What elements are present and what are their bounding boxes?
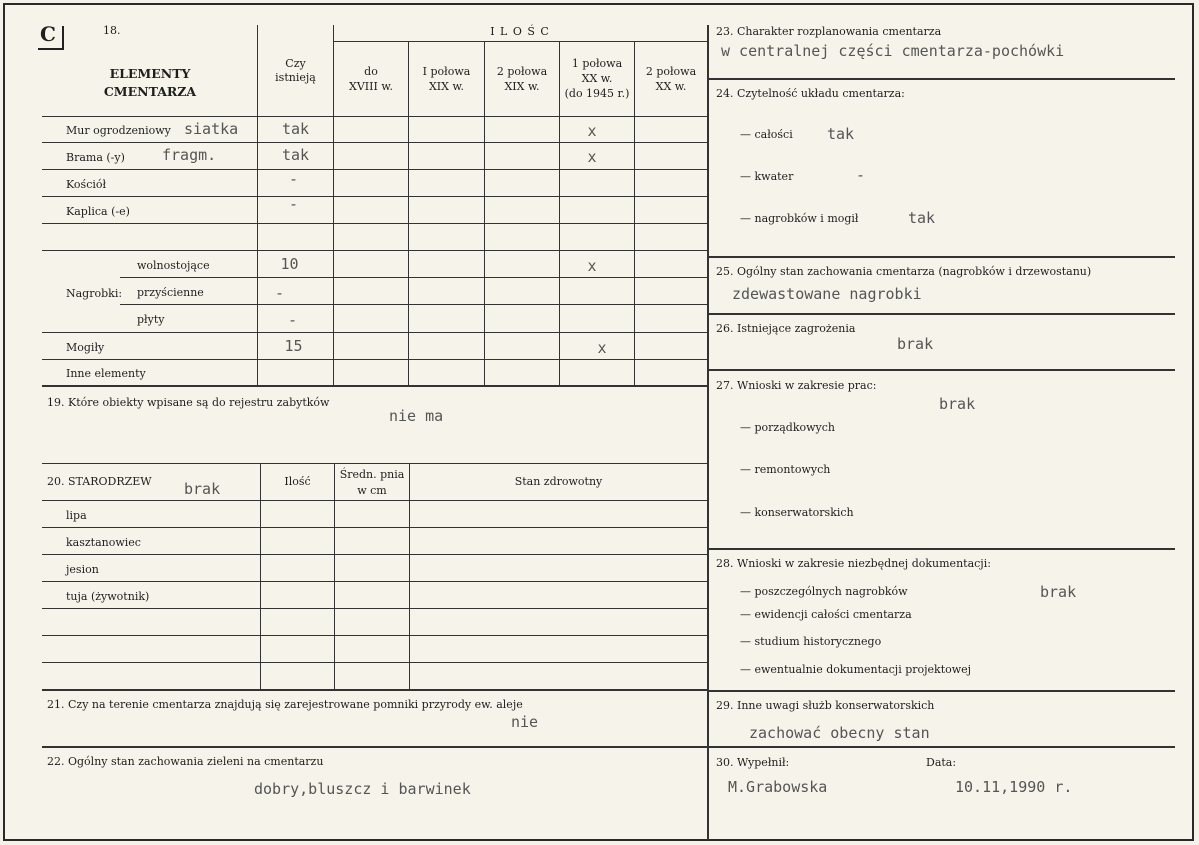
tree-row: tuja (żywotnik) xyxy=(66,590,150,603)
section-line xyxy=(708,369,1175,371)
row-exists-chapel: - xyxy=(288,195,299,213)
period-header: 2 połowa xyxy=(496,65,548,78)
table-line xyxy=(333,41,707,42)
works-item: — porządkowych xyxy=(740,421,835,434)
table-line xyxy=(120,277,707,278)
table-line xyxy=(333,25,334,385)
table-line xyxy=(42,332,707,333)
section-19-label: 19. Które obiekty wpisane są do rejestru zabytków xyxy=(47,396,330,409)
form-type-mark: C xyxy=(40,22,56,46)
table-line xyxy=(634,42,635,385)
period-header: XX w. xyxy=(655,80,687,93)
readability-item-value: tak xyxy=(827,125,855,143)
period-header: XIX w. xyxy=(428,80,465,93)
table-line xyxy=(42,250,707,251)
elements-title-line2: CMENTARZA xyxy=(103,84,197,99)
period-header: I połowa xyxy=(422,65,471,78)
period-header: XX w. xyxy=(581,72,613,85)
table-line xyxy=(42,169,707,170)
row-label-slabs: płyty xyxy=(137,313,165,326)
readability-item-label: — nagrobków i mogił xyxy=(740,212,859,225)
column-divider xyxy=(707,25,709,840)
readability-item-label: — całości xyxy=(740,128,793,141)
table-line xyxy=(42,527,707,528)
table-line xyxy=(42,359,707,360)
table-line xyxy=(42,662,707,663)
section-20-label: 20. STARODRZEW xyxy=(47,475,152,488)
section-25-value: zdewastowane nagrobki xyxy=(732,285,922,303)
table-line xyxy=(484,42,485,385)
section-line xyxy=(42,385,707,387)
row-exists-wall: tak xyxy=(281,120,310,138)
section-20-value: brak xyxy=(184,480,221,498)
section-26-label: 26. Istniejące zagrożenia xyxy=(716,322,856,335)
table-line xyxy=(42,116,707,117)
table-line xyxy=(42,500,707,501)
section-18-number: 18. xyxy=(103,24,121,37)
table-line xyxy=(42,554,707,555)
trees-col-diameter-unit: w cm xyxy=(357,484,387,497)
section-23-label: 23. Charakter rozplanowania cmentarza xyxy=(716,25,942,38)
table-line xyxy=(42,196,707,197)
period-header: do xyxy=(364,65,378,78)
row-label-graves: Mogiły xyxy=(66,341,105,354)
period-header: 2 połowa xyxy=(645,65,697,78)
row-exists-freestanding: 10 xyxy=(280,255,299,273)
section-line xyxy=(42,689,707,691)
works-item: — remontowych xyxy=(740,463,831,476)
tree-row: kasztanowiec xyxy=(66,536,141,549)
section-line xyxy=(42,746,707,748)
elements-title: ELEMENTY xyxy=(109,66,191,81)
row-note-wall: siatka xyxy=(184,120,239,138)
section-29-value: zachować obecny stan xyxy=(749,724,930,742)
tree-row: lipa xyxy=(66,509,87,522)
row-exists-wall-mounted: - xyxy=(275,284,285,302)
table-line xyxy=(120,304,707,305)
date-label: Data: xyxy=(926,756,957,769)
row-exists-church: - xyxy=(288,170,299,188)
period-header: XIX w. xyxy=(504,80,540,93)
row-mark-graves: x xyxy=(597,339,607,357)
period-header: 1 połowa xyxy=(571,57,623,70)
section-27-value: brak xyxy=(939,395,976,413)
row-mark-freestanding: x xyxy=(587,257,597,275)
section-25-label: 25. Ogólny stan zachowania cmentarza (nagrobków i drzewostanu) xyxy=(716,265,1092,278)
row-label-wall: Mur ogrodzeniowy xyxy=(66,124,171,137)
readability-item-label: — kwater xyxy=(740,170,794,183)
section-19-value: nie ma xyxy=(389,407,444,425)
row-label-other: Inne elementy xyxy=(66,367,146,380)
documentation-item: — ewentualnie dokumentacji projektowej xyxy=(740,663,972,676)
table-line xyxy=(409,463,410,690)
section-22-value: dobry,bluszcz i barwinek xyxy=(254,780,471,798)
documentation-item: — ewidencji całości cmentarza xyxy=(740,608,912,621)
row-label-chapel: Kaplica (-e) xyxy=(66,205,130,218)
table-line xyxy=(260,463,261,690)
filled-date: 10.11,1990 r. xyxy=(955,778,1073,796)
section-28-label: 28. Wnioski w zakresie niezbędnej dokumentacji: xyxy=(716,557,991,570)
works-item: — konserwatorskich xyxy=(740,506,854,519)
table-line xyxy=(42,463,707,464)
row-label-freestanding: wolnostojące xyxy=(137,259,210,272)
row-label-wall-mounted: przyścienne xyxy=(137,286,204,299)
table-line xyxy=(42,581,707,582)
exists-header: Czy xyxy=(285,57,306,70)
table-line xyxy=(42,608,707,609)
quantity-header: I L O Ś C xyxy=(490,25,550,38)
filled-by-name: M.Grabowska xyxy=(728,778,828,796)
trees-col-diameter: Średn. pnia xyxy=(339,468,405,481)
row-mark-wall: x xyxy=(587,122,597,140)
section-line xyxy=(708,313,1175,315)
table-line xyxy=(42,142,707,143)
row-label-gate: Brama (-y) xyxy=(66,151,125,164)
tombstones-label: Nagrobki: xyxy=(66,287,123,300)
section-24-label: 24. Czytelność układu cmentarza: xyxy=(716,87,905,100)
table-line xyxy=(408,42,409,385)
section-29-label: 29. Inne uwagi służb konserwatorskich xyxy=(716,699,935,712)
form-type-mark-bar xyxy=(62,26,64,50)
section-line xyxy=(708,78,1175,80)
section-30-label: 30. Wypełnił: xyxy=(716,756,790,769)
row-label-church: Kościół xyxy=(66,178,107,191)
trees-col-health: Stan zdrowotny xyxy=(514,475,603,488)
readability-item-value: - xyxy=(856,166,866,184)
section-line xyxy=(708,746,1175,748)
table-line xyxy=(42,635,707,636)
period-header: (do 1945 r.) xyxy=(564,87,630,100)
row-exists-slabs: - xyxy=(287,311,298,329)
trees-col-count: Ilość xyxy=(284,475,311,488)
documentation-item: — studium historycznego xyxy=(740,635,882,648)
section-27-label: 27. Wnioski w zakresie prac: xyxy=(716,379,877,392)
section-21-value: nie xyxy=(511,713,539,731)
period-header: XVIII w. xyxy=(349,80,393,93)
documentation-item: — poszczególnych nagrobków xyxy=(740,585,908,598)
readability-item-value: tak xyxy=(908,209,936,227)
table-line xyxy=(334,463,335,690)
section-line xyxy=(708,256,1175,258)
row-note-gate: fragm. xyxy=(162,146,217,164)
table-line xyxy=(42,223,707,224)
section-21-label: 21. Czy na terenie cmentarza znajdują się zarejestrowane pomniki przyrody ew. aleje xyxy=(47,698,523,711)
tree-row: jesion xyxy=(66,563,99,576)
row-mark-gate: x xyxy=(587,148,597,166)
exists-header-line2: istnieją xyxy=(275,71,316,84)
section-23-value: w centralnej części cmentarza-pochówki xyxy=(721,42,1065,60)
form-type-mark-underline xyxy=(38,48,64,50)
section-26-value: brak xyxy=(897,335,934,353)
row-exists-graves: 15 xyxy=(284,337,303,355)
section-28-value: brak xyxy=(1040,583,1077,601)
section-22-label: 22. Ogólny stan zachowania zieleni na cmentarzu xyxy=(47,755,324,768)
section-line xyxy=(708,548,1175,550)
row-exists-gate: tak xyxy=(281,146,310,164)
section-line xyxy=(708,690,1175,692)
